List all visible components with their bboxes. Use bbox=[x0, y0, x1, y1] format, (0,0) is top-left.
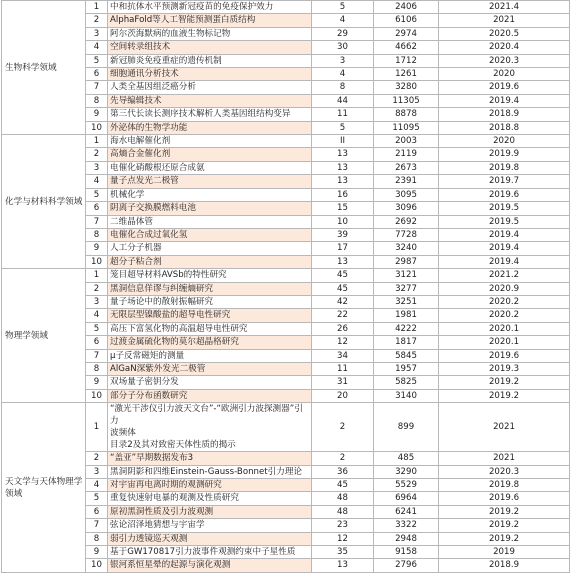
table-row bbox=[2, 202, 570, 215]
front-title-line: “激光干涉仪引力波天文台”-“欧洲引力波探测器”引力 bbox=[110, 404, 303, 427]
core-papers-cell: 23 bbox=[312, 519, 374, 532]
citations-cell: 3322 bbox=[374, 519, 439, 532]
table-row bbox=[2, 376, 570, 389]
mean-year-cell: 2019.5 bbox=[439, 215, 570, 228]
mean-year-cell: 2020.3 bbox=[439, 465, 570, 478]
table-row bbox=[2, 282, 570, 295]
citations-cell: 3280 bbox=[374, 81, 439, 94]
mean-year-cell: 2019.2 bbox=[439, 532, 570, 545]
front-title-cell: 阴离子交换膜燃料电池 bbox=[108, 202, 312, 215]
core-papers-cell: 30 bbox=[312, 41, 374, 54]
front-title-cell: 阿尔茨海默病的血液生物标记物 bbox=[108, 27, 312, 40]
front-title-cell: 先导编辑技术 bbox=[108, 94, 312, 107]
citations-cell: 3140 bbox=[374, 389, 439, 402]
rank-cell: 3 bbox=[86, 27, 108, 40]
core-papers-cell: 13 bbox=[312, 559, 374, 572]
front-title-cell: 对宇宙再电离时期的观测研究 bbox=[108, 479, 312, 492]
mean-year-cell: 2020.1 bbox=[439, 336, 570, 349]
citations-cell: 8878 bbox=[374, 108, 439, 121]
rank-cell: 2 bbox=[86, 14, 108, 27]
rank-cell: 1 bbox=[86, 403, 108, 452]
rank-cell: 1 bbox=[86, 1, 108, 14]
table-row bbox=[2, 403, 570, 452]
rank-cell: 8 bbox=[86, 362, 108, 375]
mean-year-cell: 2019.4 bbox=[439, 242, 570, 255]
table-row bbox=[2, 242, 570, 255]
rank-cell: 7 bbox=[86, 215, 108, 228]
citations-cell: 11095 bbox=[374, 121, 439, 134]
mean-year-cell: 2019.2 bbox=[439, 519, 570, 532]
citations-cell: 5845 bbox=[374, 349, 439, 362]
rank-cell: 7 bbox=[86, 81, 108, 94]
rank-cell: 5 bbox=[86, 322, 108, 335]
mean-year-cell: 2020 bbox=[439, 135, 570, 148]
mean-year-cell: 2021.4 bbox=[439, 1, 570, 14]
table-row bbox=[2, 68, 570, 81]
table-row bbox=[2, 295, 570, 308]
front-title-cell: 海水电解催化剂 bbox=[108, 135, 312, 148]
field-name-cell: 天文学与天体物理学领域 bbox=[2, 403, 86, 573]
core-papers-cell: 5 bbox=[312, 121, 374, 134]
mean-year-cell: 2020.2 bbox=[439, 309, 570, 322]
core-papers-cell: 45 bbox=[312, 479, 374, 492]
mean-year-cell: 2019.2 bbox=[439, 505, 570, 518]
mean-year-cell: 2020 bbox=[439, 68, 570, 81]
front-title-cell: 中和抗体水平预测新冠疫苗的免疫保护效力 bbox=[108, 1, 312, 14]
front-title-cell: 第三代长读长测序技术解析人类基因组结构变异 bbox=[108, 108, 312, 121]
rank-cell: 6 bbox=[86, 505, 108, 518]
citations-cell: 2673 bbox=[374, 161, 439, 174]
mean-year-cell: 2020.1 bbox=[439, 322, 570, 335]
rank-cell: 8 bbox=[86, 532, 108, 545]
rank-cell: 7 bbox=[86, 519, 108, 532]
rank-cell: 10 bbox=[86, 121, 108, 134]
front-title-cell: 机械化学 bbox=[108, 188, 312, 201]
front-title-cell: 高熵合金催化剂 bbox=[108, 148, 312, 161]
table-row bbox=[2, 14, 570, 27]
core-papers-cell: 12 bbox=[312, 336, 374, 349]
citations-cell: 1957 bbox=[374, 362, 439, 375]
citations-cell: 899 bbox=[374, 403, 439, 452]
front-title-cell: 量子点发光二极管 bbox=[108, 175, 312, 188]
mean-year-cell: 2021 bbox=[439, 14, 570, 27]
citations-cell: 2796 bbox=[374, 559, 439, 572]
table-row bbox=[2, 121, 570, 134]
citations-cell: 3095 bbox=[374, 188, 439, 201]
mean-year-cell: 2019 bbox=[439, 546, 570, 559]
core-papers-cell: 36 bbox=[312, 465, 374, 478]
mean-year-cell: 2019.6 bbox=[439, 81, 570, 94]
rank-cell: 10 bbox=[86, 559, 108, 572]
table-row bbox=[2, 175, 570, 188]
front-title-cell: 新冠肺炎免疫重症的遗传机制 bbox=[108, 54, 312, 67]
mean-year-cell: 2021 bbox=[439, 403, 570, 452]
mean-year-cell: 2019.8 bbox=[439, 479, 570, 492]
mean-year-cell: 2019.2 bbox=[439, 376, 570, 389]
table-row bbox=[2, 505, 570, 518]
citations-cell: 2974 bbox=[374, 27, 439, 40]
mean-year-cell: 2021 bbox=[439, 452, 570, 465]
citations-cell: 5529 bbox=[374, 479, 439, 492]
rank-cell: 2 bbox=[86, 148, 108, 161]
rank-cell: 9 bbox=[86, 108, 108, 121]
rank-cell: 5 bbox=[86, 188, 108, 201]
core-papers-cell: 34 bbox=[312, 349, 374, 362]
core-papers-cell: 11 bbox=[312, 108, 374, 121]
front-title-cell bbox=[108, 403, 312, 452]
mean-year-cell: 2020.4 bbox=[439, 41, 570, 54]
mean-year-cell: 2019.8 bbox=[439, 161, 570, 174]
table-row bbox=[2, 309, 570, 322]
core-papers-cell: 10 bbox=[312, 215, 374, 228]
citations-cell: 2391 bbox=[374, 175, 439, 188]
rank-cell: 5 bbox=[86, 492, 108, 505]
mean-year-cell: 2020.3 bbox=[439, 54, 570, 67]
rank-cell: 7 bbox=[86, 349, 108, 362]
table-row bbox=[2, 362, 570, 375]
rank-cell: 4 bbox=[86, 41, 108, 54]
front-title-cell: 双场量子密钥分发 bbox=[108, 376, 312, 389]
mean-year-cell: 2018.8 bbox=[439, 121, 570, 134]
core-papers-cell: 13 bbox=[312, 161, 374, 174]
front-title-cell: 外泌体的生物学功能 bbox=[108, 121, 312, 134]
mean-year-cell: 2020.9 bbox=[439, 282, 570, 295]
table-row bbox=[2, 546, 570, 559]
core-papers-cell: 13 bbox=[312, 148, 374, 161]
citations-cell: 1817 bbox=[374, 336, 439, 349]
table-row bbox=[2, 27, 570, 40]
table-row bbox=[2, 1, 570, 14]
core-papers-cell: 17 bbox=[312, 242, 374, 255]
mean-year-cell: 2019.7 bbox=[439, 175, 570, 188]
field-name-cell: 生物科学领域 bbox=[2, 1, 86, 135]
front-title-cell: 弦论沼泽地猜想与宇宙学 bbox=[108, 519, 312, 532]
core-papers-cell: 12 bbox=[312, 532, 374, 545]
table-row bbox=[2, 228, 570, 241]
rank-cell: 8 bbox=[86, 228, 108, 241]
table-row bbox=[2, 322, 570, 335]
front-title-cell: 黑洞信息佯谬与纠缠熵研究 bbox=[108, 282, 312, 295]
core-papers-cell: 22 bbox=[312, 309, 374, 322]
mean-year-cell: 2019.5 bbox=[439, 202, 570, 215]
front-title-line: 目录2及其对致密天体性质的揭示 bbox=[110, 440, 236, 451]
field-name-cell: 物理学领域 bbox=[2, 269, 86, 403]
mean-year-cell: 2019.2 bbox=[439, 389, 570, 402]
rank-cell: 6 bbox=[86, 336, 108, 349]
core-papers-cell: 39 bbox=[312, 228, 374, 241]
table-row bbox=[2, 215, 570, 228]
core-papers-cell: 2 bbox=[312, 452, 374, 465]
core-papers-cell: 35 bbox=[312, 546, 374, 559]
rank-cell: 4 bbox=[86, 479, 108, 492]
front-title-cell: 重复快速射电暴的观测及性质研究 bbox=[108, 492, 312, 505]
mean-year-cell: 2018.9 bbox=[439, 108, 570, 121]
table-row bbox=[2, 188, 570, 201]
rank-cell: 5 bbox=[86, 54, 108, 67]
core-papers-cell: 16 bbox=[312, 188, 374, 201]
front-title-cell: 空间转录组技术 bbox=[108, 41, 312, 54]
table-row bbox=[2, 41, 570, 54]
front-title-cell: 人类全基因组泛癌分析 bbox=[108, 81, 312, 94]
citations-cell: 1981 bbox=[374, 309, 439, 322]
table-body bbox=[2, 1, 570, 573]
front-title-cell: AlGaN深紫外发光二极管 bbox=[108, 362, 312, 375]
field-name-cell: 化学与材料科学领域 bbox=[2, 135, 86, 269]
front-title-cell: 人工分子机器 bbox=[108, 242, 312, 255]
core-papers-cell: 5 bbox=[312, 1, 374, 14]
mean-year-cell: 2020.5 bbox=[439, 27, 570, 40]
rank-cell: 3 bbox=[86, 161, 108, 174]
mean-year-cell: 2020.2 bbox=[439, 295, 570, 308]
front-title-cell: 电催化硝酸根还原合成氨 bbox=[108, 161, 312, 174]
citations-cell: 4222 bbox=[374, 322, 439, 335]
front-title-cell: 银河系恒星晕的起源与演化观测 bbox=[108, 559, 312, 572]
rank-cell: 4 bbox=[86, 309, 108, 322]
citations-cell: 6964 bbox=[374, 492, 439, 505]
rank-cell: 2 bbox=[86, 452, 108, 465]
citations-cell: 11305 bbox=[374, 94, 439, 107]
table-row bbox=[2, 94, 570, 107]
citations-cell: 6106 bbox=[374, 14, 439, 27]
table-row bbox=[2, 148, 570, 161]
core-papers-cell: 29 bbox=[312, 27, 374, 40]
citations-cell: 1712 bbox=[374, 54, 439, 67]
table-row bbox=[2, 269, 570, 282]
mean-year-cell: 2019.4 bbox=[439, 94, 570, 107]
front-title-cell: AlphaFold等人工智能预测蛋白质结构 bbox=[108, 14, 312, 27]
mean-year-cell: 2019.6 bbox=[439, 492, 570, 505]
table-row bbox=[2, 389, 570, 402]
table-row bbox=[2, 81, 570, 94]
table-row bbox=[2, 161, 570, 174]
table-row bbox=[2, 336, 570, 349]
citations-cell: 2692 bbox=[374, 215, 439, 228]
citations-cell: 9158 bbox=[374, 546, 439, 559]
front-title-cell: 弱引力透镜巡天观测 bbox=[108, 532, 312, 545]
rank-cell: 3 bbox=[86, 295, 108, 308]
core-papers-cell: 11 bbox=[312, 362, 374, 375]
citations-cell: 4662 bbox=[374, 41, 439, 54]
rank-cell: 1 bbox=[86, 269, 108, 282]
core-papers-cell: 42 bbox=[312, 295, 374, 308]
core-papers-cell: 8 bbox=[312, 81, 374, 94]
rank-cell: 9 bbox=[86, 242, 108, 255]
core-papers-cell: II bbox=[312, 135, 374, 148]
rank-cell: 4 bbox=[86, 175, 108, 188]
rank-cell: 9 bbox=[86, 376, 108, 389]
core-papers-cell: 2 bbox=[312, 403, 374, 452]
front-title-cell: μ子反常磁矩的测量 bbox=[108, 349, 312, 362]
table-row bbox=[2, 108, 570, 121]
table-row bbox=[2, 492, 570, 505]
front-title-cell: 细胞通讯分析技术 bbox=[108, 68, 312, 81]
core-papers-cell: 13 bbox=[312, 255, 374, 268]
core-papers-cell: 45 bbox=[312, 282, 374, 295]
citations-cell: 2406 bbox=[374, 1, 439, 14]
citations-cell: 3290 bbox=[374, 465, 439, 478]
table-row bbox=[2, 532, 570, 545]
core-papers-cell: 45 bbox=[312, 269, 374, 282]
front-title-cell: 无限层型镍酸盐的超导电性研究 bbox=[108, 309, 312, 322]
rank-cell: 2 bbox=[86, 282, 108, 295]
citations-cell: 3277 bbox=[374, 282, 439, 295]
table-row bbox=[2, 479, 570, 492]
front-title-cell: 原初黑洞性质及引力波观测 bbox=[108, 505, 312, 518]
mean-year-cell: 2019.4 bbox=[439, 255, 570, 268]
core-papers-cell: 13 bbox=[312, 175, 374, 188]
table-row bbox=[2, 255, 570, 268]
mean-year-cell: 2019.6 bbox=[439, 349, 570, 362]
table-row bbox=[2, 452, 570, 465]
mean-year-cell: 2019.3 bbox=[439, 362, 570, 375]
citations-cell: 5825 bbox=[374, 376, 439, 389]
citations-cell: 3251 bbox=[374, 295, 439, 308]
core-papers-cell: 31 bbox=[312, 376, 374, 389]
front-title-cell: 基于GW170817引力波事件观测约束中子星性质 bbox=[108, 546, 312, 559]
citations-cell: 2987 bbox=[374, 255, 439, 268]
core-papers-cell: 4 bbox=[312, 14, 374, 27]
table-row bbox=[2, 349, 570, 362]
citations-cell: 1261 bbox=[374, 68, 439, 81]
table-row bbox=[2, 465, 570, 478]
research-fronts-table bbox=[1, 0, 570, 573]
citations-cell: 2003 bbox=[374, 135, 439, 148]
table-row bbox=[2, 135, 570, 148]
core-papers-cell: 48 bbox=[312, 505, 374, 518]
rank-cell: 9 bbox=[86, 546, 108, 559]
core-papers-cell: 48 bbox=[312, 492, 374, 505]
rank-cell: 6 bbox=[86, 68, 108, 81]
front-title-cell: 量子场论中的散射振幅研究 bbox=[108, 295, 312, 308]
rank-cell: 10 bbox=[86, 255, 108, 268]
mean-year-cell: 2019.9 bbox=[439, 148, 570, 161]
core-papers-cell: 3 bbox=[312, 54, 374, 67]
citations-cell: 2119 bbox=[374, 148, 439, 161]
mean-year-cell: 2018.9 bbox=[439, 559, 570, 572]
rank-cell: 3 bbox=[86, 465, 108, 478]
mean-year-cell: 2019.6 bbox=[439, 188, 570, 201]
front-title-cell: “盖亚”早期数据发布3 bbox=[108, 452, 312, 465]
mean-year-cell: 2019.4 bbox=[439, 228, 570, 241]
citations-cell: 2948 bbox=[374, 532, 439, 545]
citations-cell: 3240 bbox=[374, 242, 439, 255]
core-papers-cell: 44 bbox=[312, 94, 374, 107]
core-papers-cell: 20 bbox=[312, 389, 374, 402]
rank-cell: 1 bbox=[86, 135, 108, 148]
core-papers-cell: 26 bbox=[312, 322, 374, 335]
front-title-cell: 高压下富氢化物的高温超导电性研究 bbox=[108, 322, 312, 335]
front-title-cell: 电催化合成过氧化氢 bbox=[108, 228, 312, 241]
rank-cell: 10 bbox=[86, 389, 108, 402]
front-title-cell: 超分子粘合剂 bbox=[108, 255, 312, 268]
front-title-cell: 笼目超导材料AVSb的特性研究 bbox=[108, 269, 312, 282]
table-row bbox=[2, 54, 570, 67]
table-row bbox=[2, 559, 570, 572]
citations-cell: 6241 bbox=[374, 505, 439, 518]
core-papers-cell: 4 bbox=[312, 68, 374, 81]
rank-cell: 8 bbox=[86, 94, 108, 107]
citations-cell: 7728 bbox=[374, 228, 439, 241]
front-title-cell: 黑洞阴影和四维Einstein-Gauss-Bonnet引力理论 bbox=[108, 465, 312, 478]
table-row bbox=[2, 519, 570, 532]
front-title-cell: 过渡金属硫化物的莫尔超晶格研究 bbox=[108, 336, 312, 349]
citations-cell: 3096 bbox=[374, 202, 439, 215]
mean-year-cell: 2021.2 bbox=[439, 269, 570, 282]
rank-cell: 6 bbox=[86, 202, 108, 215]
front-title-cell: 二维晶体管 bbox=[108, 215, 312, 228]
front-title-cell: 部分子分布函数研究 bbox=[108, 389, 312, 402]
citations-cell: 485 bbox=[374, 452, 439, 465]
citations-cell: 3121 bbox=[374, 269, 439, 282]
front-title-line: 波频体 bbox=[110, 428, 136, 439]
core-papers-cell: 15 bbox=[312, 202, 374, 215]
